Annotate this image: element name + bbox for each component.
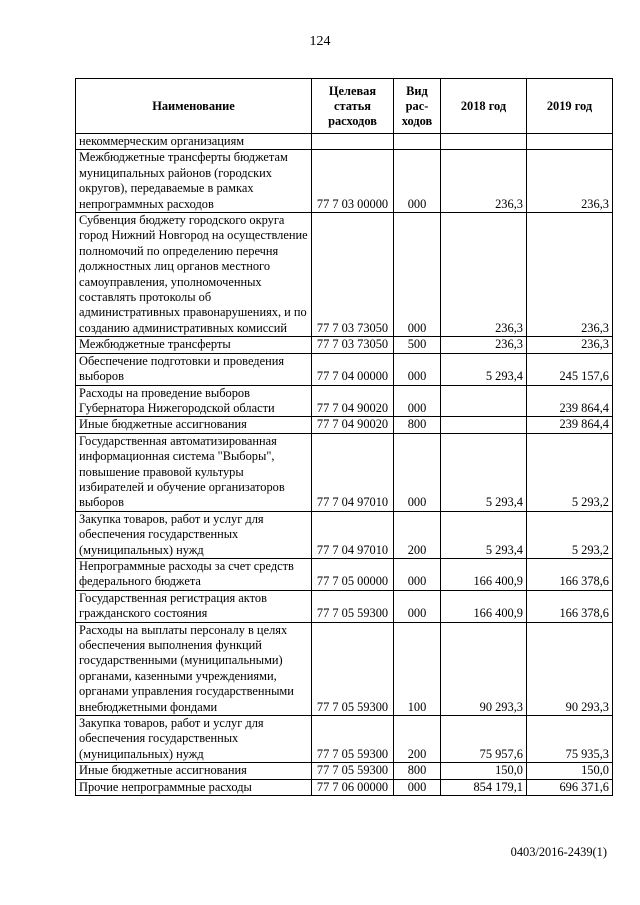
- table-row: [76, 622, 613, 715]
- cell-type: 800: [394, 763, 441, 779]
- cell-y2019: 75 935,3: [527, 716, 613, 763]
- table-row: [76, 213, 613, 337]
- cell-name: Закупка товаров, работ и услуг для обеспечения государственных (муниципальных) нужд: [76, 511, 312, 558]
- cell-y2018: 5 293,4: [441, 511, 527, 558]
- cell-name: Субвенция бюджету городского округа город Нижний Новгород на осуществление полномочий по определению перечня должностных лиц органов местного самоуправления, уполномоченных составлять протоколы об административных правонарушениях, и по созданию административных комиссий: [76, 213, 312, 337]
- cell-code: 77 7 03 73050: [312, 213, 394, 337]
- cell-type: 100: [394, 622, 441, 715]
- cell-y2019: 245 157,6: [527, 353, 613, 385]
- cell-y2019: 166 378,6: [527, 558, 613, 590]
- cell-type: 000: [394, 385, 441, 417]
- cell-y2018: 854 179,1: [441, 779, 527, 795]
- table-row: [76, 511, 613, 558]
- table-row: [76, 433, 613, 511]
- page-number: 124: [309, 34, 331, 49]
- cell-y2019: 236,3: [527, 213, 613, 337]
- table-row: [76, 716, 613, 763]
- cell-code: 77 7 05 00000: [312, 558, 394, 590]
- cell-type: 200: [394, 716, 441, 763]
- header-name: Наименование: [76, 79, 312, 134]
- cell-code: 77 7 04 97010: [312, 511, 394, 558]
- cell-type: [394, 134, 441, 150]
- cell-type: 500: [394, 337, 441, 353]
- cell-y2019: 5 293,2: [527, 433, 613, 511]
- cell-type: 000: [394, 150, 441, 213]
- cell-y2018: 166 400,9: [441, 590, 527, 622]
- cell-code: 77 7 05 59300: [312, 763, 394, 779]
- cell-y2018: [441, 134, 527, 150]
- cell-y2019: 150,0: [527, 763, 613, 779]
- cell-y2018: 75 957,6: [441, 716, 527, 763]
- cell-y2018: 236,3: [441, 213, 527, 337]
- cell-name: Государственная регистрация актов гражданского состояния: [76, 590, 312, 622]
- cell-y2019: 90 293,3: [527, 622, 613, 715]
- header-2019: 2019 год: [527, 79, 613, 134]
- table-row: [76, 337, 613, 353]
- cell-name: Государственная автоматизированная информационная система "Выборы", повышение правовой культуры избирателей и обучение организаторов выборов: [76, 433, 312, 511]
- cell-name: Межбюджетные трансферты: [76, 337, 312, 353]
- cell-name: Расходы на выплаты персоналу в целях обеспечения выполнения функций государственными (муниципальными) органами, казенными учреждениями, органами управления государственными внебюджетными фондами: [76, 622, 312, 715]
- cell-type: 000: [394, 779, 441, 795]
- table-row: [76, 763, 613, 779]
- table-row: [76, 558, 613, 590]
- table-row: [76, 590, 613, 622]
- cell-name: Иные бюджетные ассигнования: [76, 417, 312, 433]
- cell-code: 77 7 04 90020: [312, 385, 394, 417]
- cell-y2019: 5 293,2: [527, 511, 613, 558]
- cell-name: некоммерческим организациям: [76, 134, 312, 150]
- cell-name: Обеспечение подготовки и проведения выборов: [76, 353, 312, 385]
- cell-y2018: 236,3: [441, 150, 527, 213]
- table-row: [76, 779, 613, 795]
- cell-type: 000: [394, 213, 441, 337]
- cell-y2018: 236,3: [441, 337, 527, 353]
- cell-y2019: 239 864,4: [527, 385, 613, 417]
- cell-name: Иные бюджетные ассигнования: [76, 763, 312, 779]
- cell-code: 77 7 03 73050: [312, 337, 394, 353]
- cell-code: 77 7 06 00000: [312, 779, 394, 795]
- cell-code: 77 7 04 90020: [312, 417, 394, 433]
- cell-code: 77 7 04 97010: [312, 433, 394, 511]
- cell-name: Прочие непрограммные расходы: [76, 779, 312, 795]
- cell-y2018: 166 400,9: [441, 558, 527, 590]
- cell-y2019: 239 864,4: [527, 417, 613, 433]
- cell-y2018: 90 293,3: [441, 622, 527, 715]
- cell-y2019: [527, 134, 613, 150]
- cell-y2018: 5 293,4: [441, 353, 527, 385]
- table-row: [76, 134, 613, 150]
- cell-type: 200: [394, 511, 441, 558]
- cell-type: 000: [394, 558, 441, 590]
- cell-type: 000: [394, 353, 441, 385]
- cell-y2019: 166 378,6: [527, 590, 613, 622]
- document-code: 0403/2016-2439(1): [510, 845, 607, 859]
- cell-code: 77 7 03 00000: [312, 150, 394, 213]
- cell-code: 77 7 04 00000: [312, 353, 394, 385]
- budget-table: [75, 78, 613, 796]
- table-row: [76, 150, 613, 213]
- cell-type: 800: [394, 417, 441, 433]
- cell-y2018: [441, 417, 527, 433]
- cell-code: 77 7 05 59300: [312, 622, 394, 715]
- table-row: [76, 385, 613, 417]
- header-code: Целевая статья расходов: [312, 79, 394, 134]
- cell-type: 000: [394, 433, 441, 511]
- cell-y2018: [441, 385, 527, 417]
- cell-code: [312, 134, 394, 150]
- cell-code: 77 7 05 59300: [312, 590, 394, 622]
- table-header-row: [76, 79, 613, 134]
- cell-name: Расходы на проведение выборов Губернатора Нижегородской области: [76, 385, 312, 417]
- cell-code: 77 7 05 59300: [312, 716, 394, 763]
- header-type: Вид рас-ходов: [394, 79, 441, 134]
- cell-name: Межбюджетные трансферты бюджетам муниципальных районов (городских округов), передаваемые в рамках непрограммных расходов: [76, 150, 312, 213]
- cell-name: Непрограммные расходы за счет средств федерального бюджета: [76, 558, 312, 590]
- cell-y2018: 150,0: [441, 763, 527, 779]
- cell-y2019: 696 371,6: [527, 779, 613, 795]
- cell-y2019: 236,3: [527, 337, 613, 353]
- table-row: [76, 353, 613, 385]
- cell-type: 000: [394, 590, 441, 622]
- header-2018: 2018 год: [441, 79, 527, 134]
- cell-name: Закупка товаров, работ и услуг для обеспечения государственных (муниципальных) нужд: [76, 716, 312, 763]
- cell-y2018: 5 293,4: [441, 433, 527, 511]
- table-row: [76, 417, 613, 433]
- cell-y2019: 236,3: [527, 150, 613, 213]
